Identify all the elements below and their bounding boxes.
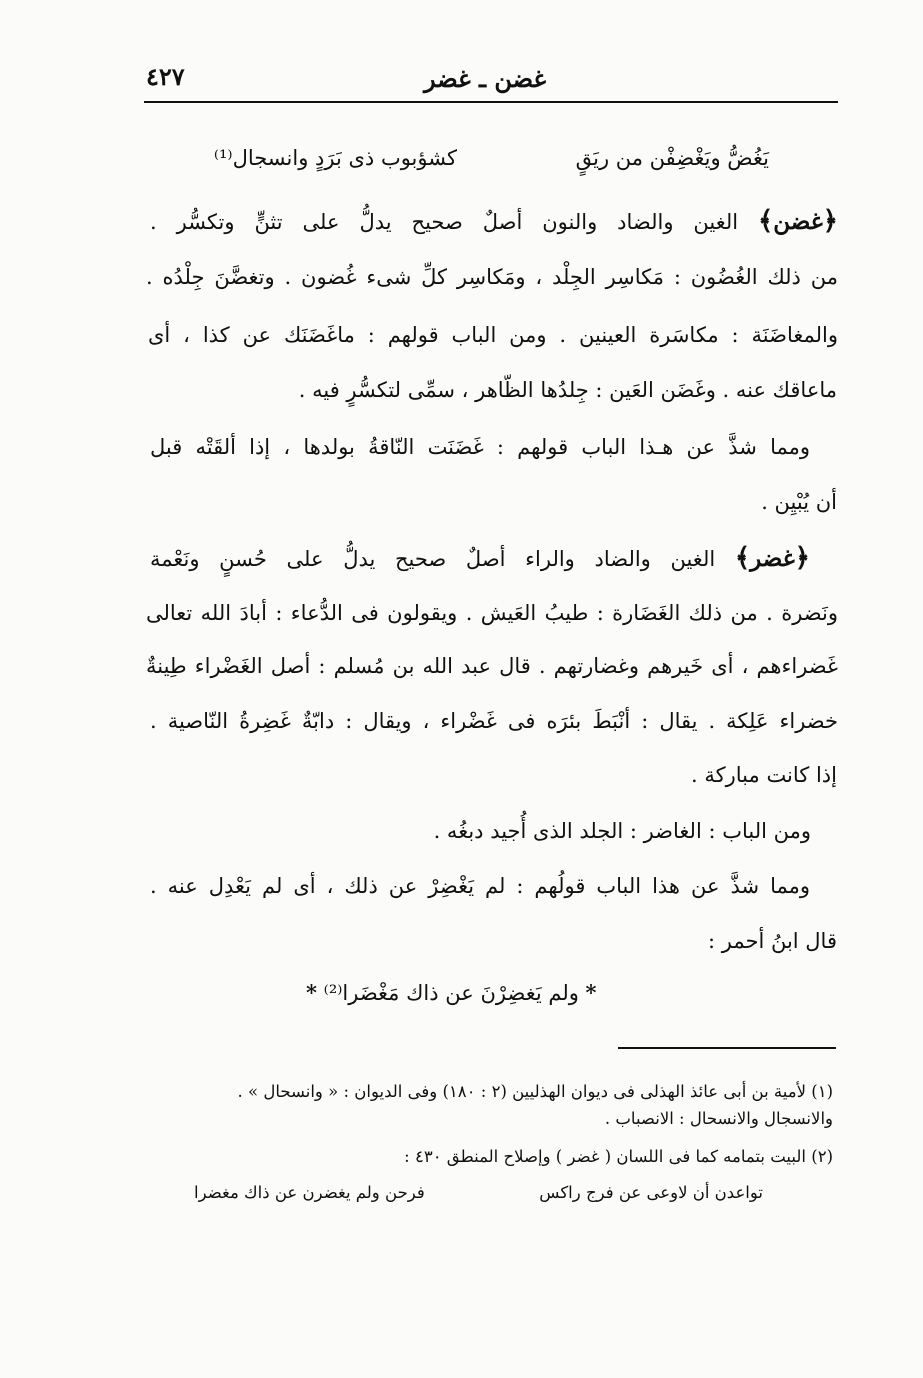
- entry2-line-5: إذا كانت مباركة .: [691, 763, 837, 787]
- entry2-line-6: ومن الباب : الغاضر : الجلد الذى أُجيد دبغُه .: [433, 819, 811, 843]
- entry1-line-6: أن يُبْيِن .: [761, 490, 837, 514]
- entry1-headword: غضن: [773, 208, 823, 235]
- footnote-1-line-1: (١) لأمية بن أبى عائذ الهذلى فى ديوان الهذليين (٢ : ١٨٠) وفى الديوان : « وانسحال » .: [237, 1082, 833, 1101]
- entry1-line-4: ماعاقك عنه . وغَضَن العَين : جِلدُها الظّاهر ، سمِّى لتكسُّرٍ فيه .: [298, 378, 837, 402]
- verse-bottom: [306, 980, 597, 1005]
- header-rule: [144, 101, 838, 103]
- footnote-2-verse-right: تواعدن أن لاوعى عن فرج راكس: [539, 1183, 763, 1202]
- page-header: [146, 58, 836, 102]
- footnote-1-line-2: والانسجال والانسحال : الانصباب .: [604, 1109, 833, 1128]
- verse-bottom-text: ولم يَغضِرْنَ عن ذاك مَغْضَرا⁽²⁾: [323, 981, 579, 1005]
- entry1-line-1: [150, 206, 838, 237]
- entry1-line-1-text: الغين والضاد والنون أصلٌ صحيح يدلُّ على تثنٍّ وتكسُّر .: [150, 210, 739, 234]
- header-title: غضن ـ غضر: [424, 64, 546, 93]
- entry-bracket-open: ﴿: [822, 206, 838, 236]
- entry2-line-1-text: الغين والضاد والراء أصلٌ صحيح يدلُّ على حُسنٍ ونَعْمة: [150, 547, 716, 571]
- verse-top-right: يَغُضُّ ويَغْضِفْن من ريَقٍ: [575, 146, 769, 170]
- entry-bracket-close: ﴾: [734, 543, 751, 573]
- entry2-line-4: خضراء عَلِكة . يقال : أنْبَطَ بئرَه فى غَضْراء ، ويقال : دابّةٌ غَضِرةُ النّاصية .: [150, 709, 838, 733]
- entry1-line-3: والمغاضَنَة : مكاسَرة العينين . ومن الباب قولهم : ماغَضَنَك عن كذا ، أى: [148, 323, 838, 347]
- footnote-rule: [618, 1047, 836, 1049]
- entry2-line-2: ونَضرة . من ذلك الغَضَارة : طيبُ العَيش . ويقولون فى الدُّعاء : أبادَ الله تعالى: [146, 601, 838, 625]
- entry2-line-7: ومما شذَّ عن هذا الباب قولُهم : لم يَغْضِرْ عن ذلك ، أى لم يَعْدِل عنه .: [150, 874, 810, 898]
- entry2-headword: غضر: [750, 545, 795, 572]
- entry1-line-5: ومما شذَّ عن هـذا الباب قولهم : غَضَنَت النّاقةُ بولدها ، إذا ألقَتْه قبل: [150, 435, 810, 459]
- entry-bracket-close: ﴾: [758, 206, 774, 236]
- verse-star-right: *: [585, 980, 597, 1005]
- verse-star-left: *: [306, 980, 317, 1005]
- footnote-2-line-1: (٢) البيت بتمامه كما فى اللسان ( غضر ) وإصلاح المنطق ٤٣٠ :: [404, 1147, 833, 1166]
- entry2-line-3: غَضراءهم ، أى خَيرهم وغضارتهم . قال عبد الله بن مُسلم : أصل الغَضْراء طِينةٌ: [146, 654, 838, 678]
- entry2-line-8: قال ابنُ أحمر :: [707, 929, 837, 953]
- verse-top-left: كشؤبوب ذى بَرَدٍ وانسجال⁽¹⁾: [213, 146, 457, 170]
- entry-bracket-open: ﴿: [794, 543, 810, 573]
- entry2-line-1: [150, 543, 810, 574]
- entry1-line-2: من ذلك الغُضُون : مَكاسِر الجِلْد ، ومَكاسِر كلِّ شىء غُضون . وتغضَّنَ جِلْدُه .: [146, 265, 838, 289]
- footnote-2-verse-left: فرحن ولم يغضرن عن ذاك مغضرا: [194, 1183, 425, 1202]
- page-number: ٤٢٧: [146, 62, 185, 91]
